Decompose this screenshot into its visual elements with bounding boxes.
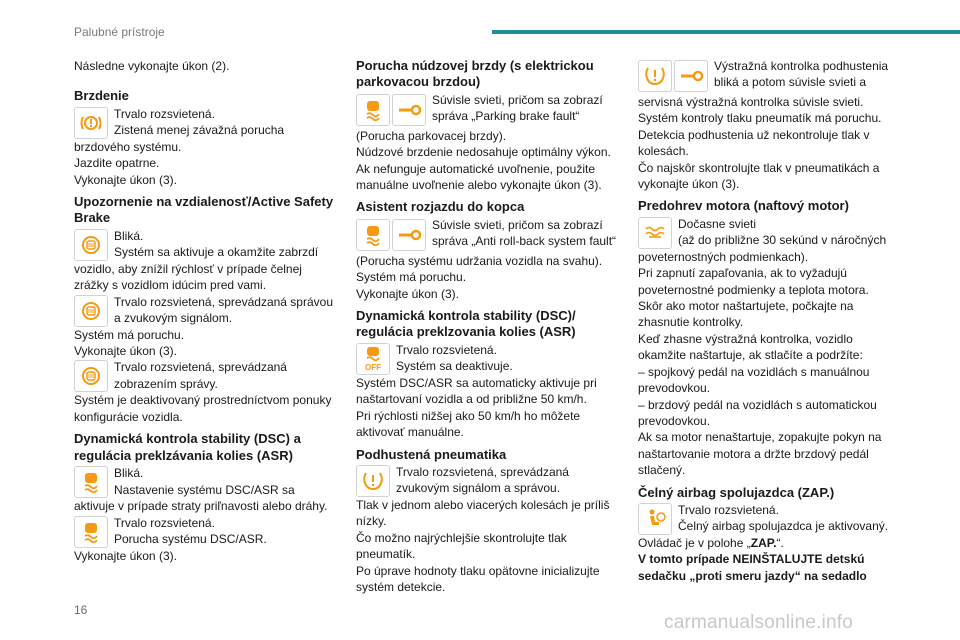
tyre-l2: zvukovým signálom a správou. xyxy=(396,481,561,496)
tyre-l1: Trvalo rozsvietená, sprevádzaná xyxy=(396,464,569,479)
skidding-car-icon xyxy=(74,466,108,498)
emergency-l1: Súvisle svieti, pričom sa zobrazí xyxy=(432,92,603,107)
tyre-fault-l6: kolesách. xyxy=(638,144,689,159)
dsc-off-l4: naštartovaní vozidla a od približne 50 km/h. xyxy=(356,392,587,407)
dsc-off-l6: aktivovať manuálne. xyxy=(356,425,464,440)
hill-l2: správa „Anti roll-back system fault“ xyxy=(432,234,617,249)
distance-b2: a zvukovým signálom. xyxy=(114,311,233,326)
glow-plug-icon xyxy=(638,217,672,249)
emergency-l4: Núdzové brzdenie nedosahuje optimálny výkon. xyxy=(356,145,611,160)
airbag-heading: Čelný airbag spolujazdca (ZAP.) xyxy=(638,484,835,500)
tyre-heading: Podhustená pneumatika xyxy=(356,446,507,462)
dsc-row-b xyxy=(74,515,336,550)
airbag-l2: Čelný airbag spolujazdca je aktivovaný. xyxy=(678,519,889,534)
airbag-l3 xyxy=(638,535,900,551)
airbag-icon xyxy=(638,503,672,535)
tyre-fault-l8: vykonajte úkon (3). xyxy=(638,177,740,192)
wrench-icon xyxy=(392,219,426,251)
dsc-heading xyxy=(74,431,336,464)
brzdenie-line1: Trvalo rozsvietená. xyxy=(114,106,215,121)
airbag-row xyxy=(638,502,900,537)
preheat-l12: – brzdový pedál na vozidlách s automatickou xyxy=(638,397,877,412)
dsc-b2: Porucha systému DSC/ASR. xyxy=(114,531,267,546)
skidding-car-icon xyxy=(74,516,108,548)
hill-l3: (Porucha systému udržania vozidla na svahu). xyxy=(356,253,603,268)
tyre-l4: nízky. xyxy=(356,514,387,529)
hill-l4: Systém má poruchu. xyxy=(356,270,467,285)
preheat-heading: Predohrev motora (naftový motor) xyxy=(638,198,849,214)
page-number: 16 xyxy=(74,603,88,617)
distance-row-a xyxy=(74,228,336,263)
preheat-l8: Keď zhasne výstražná kontrolka, vozidlo xyxy=(638,331,853,346)
hill-row xyxy=(356,217,618,255)
dsc-b1: Trvalo rozsvietená. xyxy=(114,515,215,530)
airbag-warning-line1: V tomto prípade NEINŠTALUJTE detskú xyxy=(638,552,865,567)
tyre-row xyxy=(356,464,618,499)
preheat-l13: prevodovkou. xyxy=(638,413,711,428)
emergency-l2: správa „Parking brake fault“ xyxy=(432,109,580,124)
tyre-fault-l3: servisná výstražná kontrolka súvisle svieti. xyxy=(638,95,864,109)
dsc-off-heading xyxy=(356,308,618,341)
brzdenie-heading: Brzdenie xyxy=(74,88,129,104)
preheat-l6: Skôr ako motor naštartujete, počkajte na xyxy=(638,299,854,314)
distance-b4: Vykonajte úkon (3). xyxy=(74,344,177,359)
preheat-l2: (až do približne 30 sekúnd v náročných xyxy=(678,233,887,248)
dsc-a3: aktivuje v prípade straty priľnavosti alebo dráhy. xyxy=(74,499,328,514)
brzdenie-row xyxy=(74,106,336,141)
skidding-car-off-icon xyxy=(356,343,390,375)
dsc-off-l2: Systém sa deaktivuje. xyxy=(396,359,513,374)
preheat-l5: poveternostné podmienky a teplota motora. xyxy=(638,282,869,297)
distance-a1: Bliká. xyxy=(114,228,144,243)
dsc-a2: Nastavenie systému DSC/ASR sa xyxy=(114,482,295,497)
watermark-text: carmanualsonline.info xyxy=(664,612,854,633)
distance-c2: zobrazením správy. xyxy=(114,376,218,391)
dsc-b3: Vykonajte úkon (3). xyxy=(74,548,177,563)
hill-l5: Vykonajte úkon (3). xyxy=(356,286,459,301)
airbag-l1: Trvalo rozsvietená. xyxy=(678,502,779,517)
wrench-icon xyxy=(392,94,426,126)
preheat-row xyxy=(638,216,900,251)
preheat-l4: Pri zapnutí zapaľovania, ak to vyžadujú xyxy=(638,266,847,281)
emergency-heading-line2: parkovacou brzdou) xyxy=(356,74,481,90)
tyre-l5: Čo možno najrýchlejšie skontrolujte tlak xyxy=(356,530,567,545)
collision-alert-icon xyxy=(74,229,108,261)
dsc-off-l3: Systém DSC/ASR sa automaticky aktivuje pri xyxy=(356,375,597,390)
preheat-l7: zhasnutie kontrolky. xyxy=(638,315,744,330)
dsc-a1: Bliká. xyxy=(114,466,144,481)
tyre-fault-l2: bliká a potom súvisle svieti a xyxy=(714,75,867,90)
tyre-fault-l1: Výstražná kontrolka podhustenia xyxy=(714,59,889,73)
tyre-fault-row xyxy=(638,58,900,96)
intro-text: Následne vykonajte úkon (2). xyxy=(74,59,230,73)
emergency-l3: (Porucha parkovacej brzdy). xyxy=(356,128,507,143)
tyre-fault-icons xyxy=(638,59,710,94)
page-header-title: Palubné prístroje xyxy=(74,25,165,39)
distance-row-c xyxy=(74,359,336,394)
hill-l1: Súvisle svieti, pričom sa zobrazí xyxy=(432,217,603,232)
header-accent-bar xyxy=(492,30,960,34)
emergency-heading-line1: Porucha núdzovej brzdy (s elektrickou xyxy=(356,58,594,73)
distance-row-b xyxy=(74,294,336,329)
brzdenie-line3: brzdového systému. xyxy=(74,139,182,154)
distance-c1: Trvalo rozsvietená, sprevádzaná xyxy=(114,360,287,375)
distance-b3: Systém má poruchu. xyxy=(74,327,185,342)
tyre-l3: Tlak v jednom alebo viacerých kolesách je príliš xyxy=(356,497,610,512)
airbag-warning-line2: sedačku „proti smeru jazdy“ na sedadlo xyxy=(638,568,867,583)
distance-heading-line2: Brake xyxy=(74,210,111,226)
preheat-l15: naštartovanie motora a držte brzdový pedál xyxy=(638,446,869,461)
brzdenie-line4: Jazdite opatrne. xyxy=(74,156,160,171)
brzdenie-line5: Vykonajte úkon (3). xyxy=(74,172,177,187)
dsc-off-l5: Pri rýchlosti nižšej ako 50 km/h ho môžete xyxy=(356,408,581,423)
dsc-row-a xyxy=(74,465,336,500)
wrench-icon xyxy=(674,60,708,92)
dsc-off-l1: Trvalo rozsvietená. xyxy=(396,342,497,357)
dsc-off-heading-line1: Dynamická kontrola stability (DSC)/ xyxy=(356,308,576,324)
distance-a2: Systém sa aktivuje a okamžite zabrzdí xyxy=(114,245,319,260)
collision-alert-icon xyxy=(74,295,108,327)
tyre-fault-l5: Detekcia podhustenia už nekontroluje tlak v xyxy=(638,127,870,142)
preheat-l10: – spojkový pedál na vozidlách s manuálnou xyxy=(638,364,870,379)
skidding-car-icon xyxy=(356,94,390,126)
dsc-heading-line1: Dynamická kontrola stability (DSC) a xyxy=(74,431,301,447)
distance-heading-line1: Upozornenie na vzdialenosť/Active Safety xyxy=(74,194,334,210)
tyre-fault-l4: Systém kontroly tlaku pneumatík má poruchu. xyxy=(638,111,882,126)
tyre-pressure-icon xyxy=(356,465,390,497)
dsc-off-heading-line2: regulácia preklzovania kolies (ASR) xyxy=(356,324,576,340)
emergency-l5: Ak nefunguje automatické uvoľnenie, použite xyxy=(356,161,595,176)
distance-b1: Trvalo rozsvietená, sprevádzaná správou xyxy=(114,294,333,309)
emergency-icons xyxy=(356,93,428,128)
tyre-pressure-icon xyxy=(638,60,672,92)
airbag-l3-post: “. xyxy=(776,535,784,550)
column-right xyxy=(638,58,900,584)
tyre-l8: systém detekcie. xyxy=(356,579,446,594)
brzdenie-line2: Zistená menej závažná porucha xyxy=(114,123,285,138)
tyre-l6: pneumatík. xyxy=(356,547,416,562)
airbag-l3-bold: ZAP. xyxy=(750,535,777,550)
column-middle xyxy=(356,58,618,595)
emergency-l6: manuálne uvoľnenie alebo vykonajte úkon (3). xyxy=(356,178,602,193)
column-left xyxy=(74,58,336,564)
airbag-l3-pre: Ovládač je v polohe „ xyxy=(638,535,751,550)
preheat-l11: prevodovkou. xyxy=(638,381,711,396)
brake-warning-icon xyxy=(74,107,108,139)
preheat-l14: Ak sa motor nenaštartuje, zopakujte pokyn na xyxy=(638,430,882,445)
preheat-l3: poveternostných podmienkach). xyxy=(638,249,809,264)
hill-heading: Asistent rozjazdu do kopca xyxy=(356,199,525,215)
emergency-heading xyxy=(356,58,618,91)
dsc-heading-line2: regulácia preklzávania kolies (ASR) xyxy=(74,447,293,463)
preheat-l1: Dočasne svieti xyxy=(678,216,757,231)
collision-alert-icon xyxy=(74,360,108,392)
distance-a3: vozidlo, aby znížil rýchlosť v prípade čelnej xyxy=(74,261,302,276)
distance-heading xyxy=(74,194,336,227)
tyre-fault-l7: Čo najskôr skontrolujte tlak v pneumatikách a xyxy=(638,160,880,175)
distance-c4: konfigurácie vozidla. xyxy=(74,409,183,424)
distance-a4: zrážky s vozidlom idúcim pred vami. xyxy=(74,278,267,293)
off-label: OFF xyxy=(365,362,381,372)
distance-c3: Systém je deaktivovaný prostredníctvom ponuky xyxy=(74,393,332,408)
preheat-l9: okamžite naštartuje, ak stlačíte a podržíte: xyxy=(638,348,863,363)
tyre-l7: Po úprave hodnoty tlaku opätovne inicializujte xyxy=(356,563,600,578)
skidding-car-icon xyxy=(356,219,390,251)
preheat-l16: stlačený. xyxy=(638,463,686,478)
dsc-off-row xyxy=(356,342,618,377)
hill-icons xyxy=(356,218,428,253)
emergency-row xyxy=(356,92,618,130)
